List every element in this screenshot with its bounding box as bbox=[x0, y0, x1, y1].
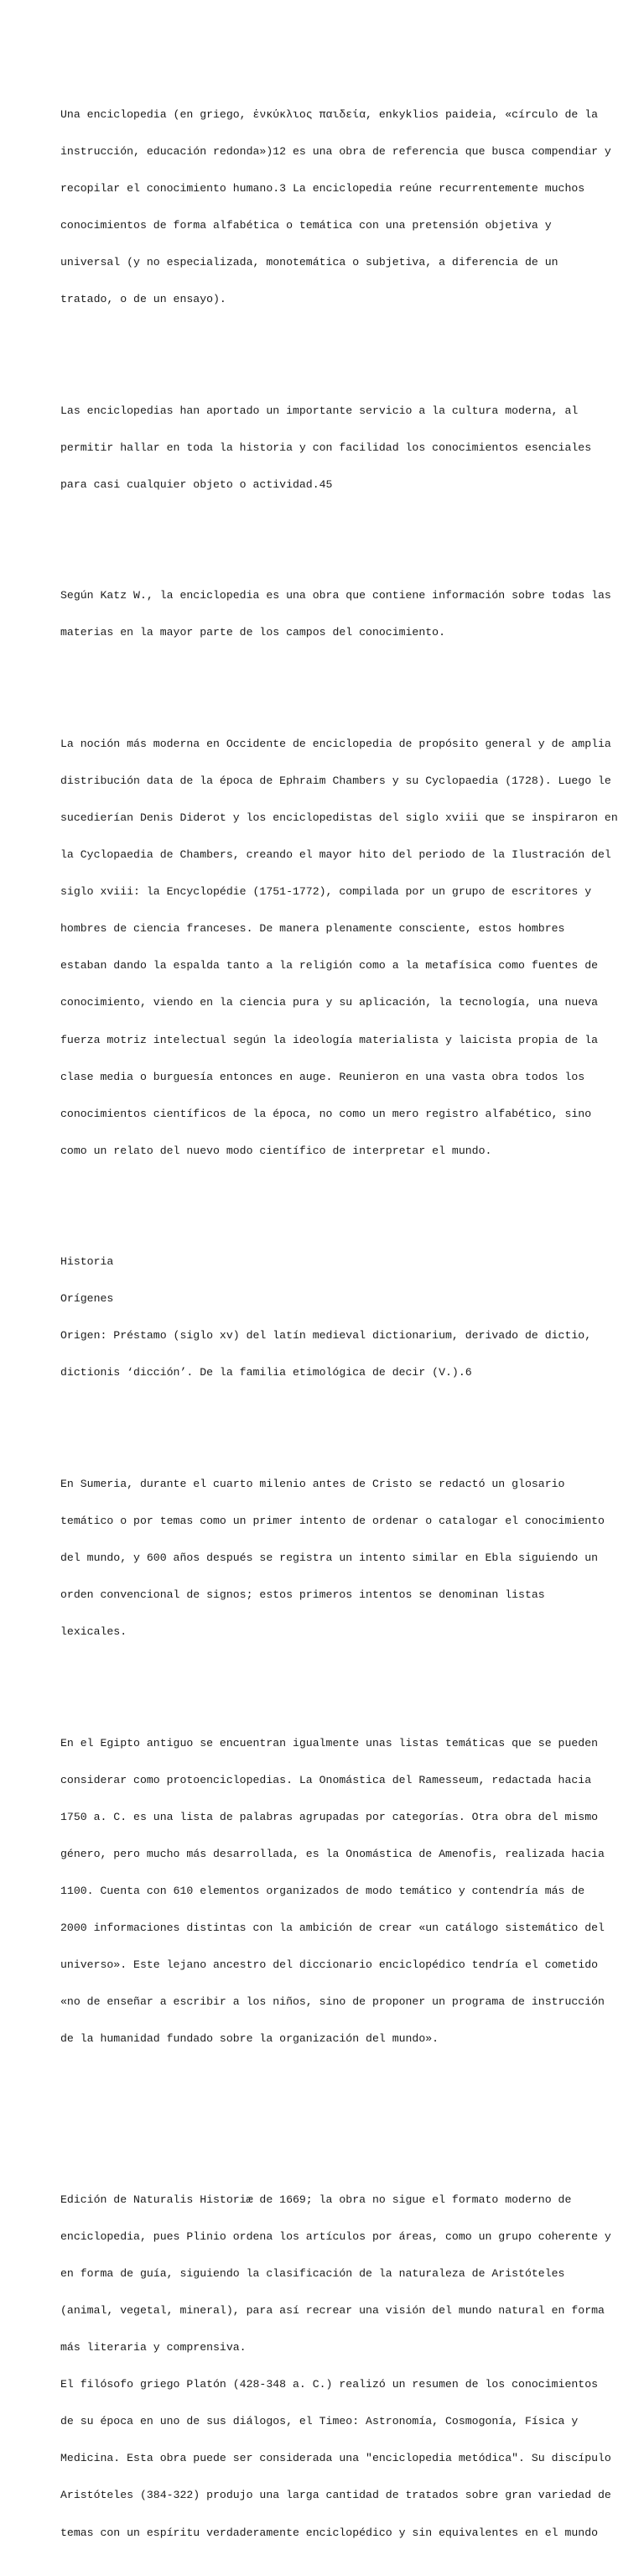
paragraph-katz bbox=[60, 566, 611, 665]
text-line: lexicales. bbox=[60, 1625, 127, 1639]
subsection-heading: Orígenes bbox=[60, 1292, 114, 1306]
text-line: Medicina. Esta obra puede ser considerada una "enciclopedia metódica". Su discípulo bbox=[60, 2452, 611, 2465]
paragraph-modern-notion bbox=[60, 713, 618, 1182]
paragraph-definition bbox=[60, 84, 611, 331]
text-line: en forma de guía, siguiendo la clasificación de la naturaleza de Aristóteles bbox=[60, 2266, 565, 2280]
text-line: sucedierían Denis Diderot y los enciclopedistas del siglo xviii que se inspiraron en bbox=[60, 811, 618, 824]
text-line: estaban dando la espalda tanto a la religión como a la metafísica como fuentes de bbox=[60, 959, 599, 973]
text-line: instrucción, educación redonda»)12 es una obra de referencia que busca compendiar y bbox=[60, 144, 611, 158]
text-line: conocimiento, viendo en la ciencia pura y su aplicación, la tecnología, una nueva bbox=[60, 996, 599, 1009]
text-line: hombres de ciencia franceses. De manera plenamente consciente, estos hombres bbox=[60, 922, 565, 936]
section-heading: Historia bbox=[60, 1255, 114, 1269]
paragraph-service bbox=[60, 380, 597, 516]
text-line: 1750 a. C. es una lista de palabras agrupadas por categorías. Otra obra del mismo bbox=[60, 1810, 599, 1823]
text-line: materias en la mayor parte de los campos del conocimiento. bbox=[60, 626, 445, 639]
text-line: tratado, o de un ensayo). bbox=[60, 293, 226, 306]
text-line: orden convencional de signos; estos primeros intentos se denominan listas bbox=[60, 1588, 545, 1602]
text-line: clase media o burguesía entonces en auge. Reunieron en una vasta obra todos los bbox=[60, 1070, 585, 1083]
text-line: de la humanidad fundado sobre la organización del mundo». bbox=[60, 2032, 439, 2046]
text-line: En Sumeria, durante el cuarto milenio antes de Cristo se redactó un glosario bbox=[60, 1477, 565, 1490]
paragraph-naturalis-platon bbox=[60, 2169, 611, 2564]
text-line: (animal, vegetal, mineral), para así recrear una visión del mundo natural en forma bbox=[60, 2303, 605, 2317]
text-line: «no de enseñar a escribir a los niños, sino de proponer un programa de instrucción bbox=[60, 1995, 605, 2009]
text-line: permitir hallar en toda la historia y con facilidad los conocimientos esenciales bbox=[60, 441, 592, 454]
text-line: para casi cualquier objeto o actividad.45 bbox=[60, 477, 333, 491]
document-page bbox=[60, 60, 618, 2576]
text-line: recopilar el conocimiento humano.3 La enciclopedia reúne recurrentemente muchos bbox=[60, 182, 585, 196]
text-line: Aristóteles (384-322) produjo una larga cantidad de tratados sobre gran variedad de bbox=[60, 2489, 611, 2502]
paragraph-sumeria bbox=[60, 1453, 605, 1663]
text-line: como un relato del nuevo modo científico de interpretar el mundo. bbox=[60, 1144, 492, 1157]
text-line: del mundo, y 600 años después se registra un intento similar en Ebla siguiendo un bbox=[60, 1551, 599, 1564]
text-line: Una enciclopedia (en griego, ἐνκύκλιος παιδεία, enkyklios paideia, «círculo de la bbox=[60, 107, 599, 121]
section-historia bbox=[60, 1232, 597, 1405]
text-line: La noción más moderna en Occidente de enciclopedia de propósito general y de amplia bbox=[60, 737, 611, 750]
text-line: conocimientos de forma alfabética o temática con una pretensión objetiva y bbox=[60, 219, 552, 232]
text-line: de su época en uno de sus diálogos, el Timeo: Astronomía, Cosmogonía, Física y bbox=[60, 2415, 579, 2428]
text-line: temas con un espíritu verdaderamente enciclopédico y sin equivalentes en el mundo bbox=[60, 2526, 599, 2539]
text-line: El filósofo griego Platón (428-348 a. C.) realizó un resumen de los conocimientos bbox=[60, 2378, 599, 2391]
text-line: 1100. Cuenta con 610 elementos organizados de modo temático y contendría más de bbox=[60, 1884, 585, 1897]
text-line: considerar como protoenciclopedias. La Onomástica del Ramesseum, redactada hacia bbox=[60, 1773, 592, 1786]
text-line: universo». Este lejano ancestro del diccionario enciclopédico tendría el cometido bbox=[60, 1958, 599, 1972]
text-line: fuerza motriz intelectual según la ideología materialista y laicista propia de la bbox=[60, 1033, 599, 1046]
text-line: temático o por temas como un primer intento de ordenar o catalogar el conocimiento bbox=[60, 1514, 605, 1527]
text-line: más literaria y comprensiva. bbox=[60, 2340, 247, 2354]
paragraph-egipto bbox=[60, 1713, 605, 2070]
blank-gap bbox=[60, 2120, 597, 2132]
text-line: 2000 informaciones distintas con la ambición de crear «un catálogo sistemático del bbox=[60, 1922, 605, 1935]
text-line: universal (y no especializada, monotemática o subjetiva, a diferencia de un bbox=[60, 256, 558, 269]
text-line: Según Katz W., la enciclopedia es una obra que contiene información sobre todas las bbox=[60, 589, 611, 602]
text-line: En el Egipto antiguo se encuentran igualmente unas listas temáticas que se pueden bbox=[60, 1736, 599, 1749]
text-line: la Cyclopaedia de Chambers, creando el mayor hito del periodo de la Ilustración del bbox=[60, 847, 611, 861]
text-line: género, pero mucho más desarrollada, es la Onomástica de Amenofis, realizada hacia bbox=[60, 1847, 605, 1860]
text-line: enciclopedia, pues Plinio ordena los artículos por áreas, como un grupo coherente y bbox=[60, 2229, 611, 2243]
text-line: dictionis ‘dicción’. De la familia etimológica de decir (V.).6 bbox=[60, 1366, 472, 1379]
text-line: Origen: Préstamo (siglo xv) del latín medieval dictionarium, derivado de dictio, bbox=[60, 1329, 592, 1343]
text-line: Edición de Naturalis Historiæ de 1669; la obra no sigue el formato moderno de bbox=[60, 2193, 572, 2206]
text-line: conocimientos científicos de la época, no como un mero registro alfabético, sino bbox=[60, 1107, 592, 1120]
text-line: distribución data de la época de Ephraim Chambers y su Cyclopaedia (1728). Luego le bbox=[60, 774, 611, 787]
text-line: siglo xviii: la Encyclopédie (1751-1772), compilada por un grupo de escritores y bbox=[60, 885, 592, 899]
text-line: Las enciclopedias han aportado un importante servicio a la cultura moderna, al bbox=[60, 404, 579, 417]
